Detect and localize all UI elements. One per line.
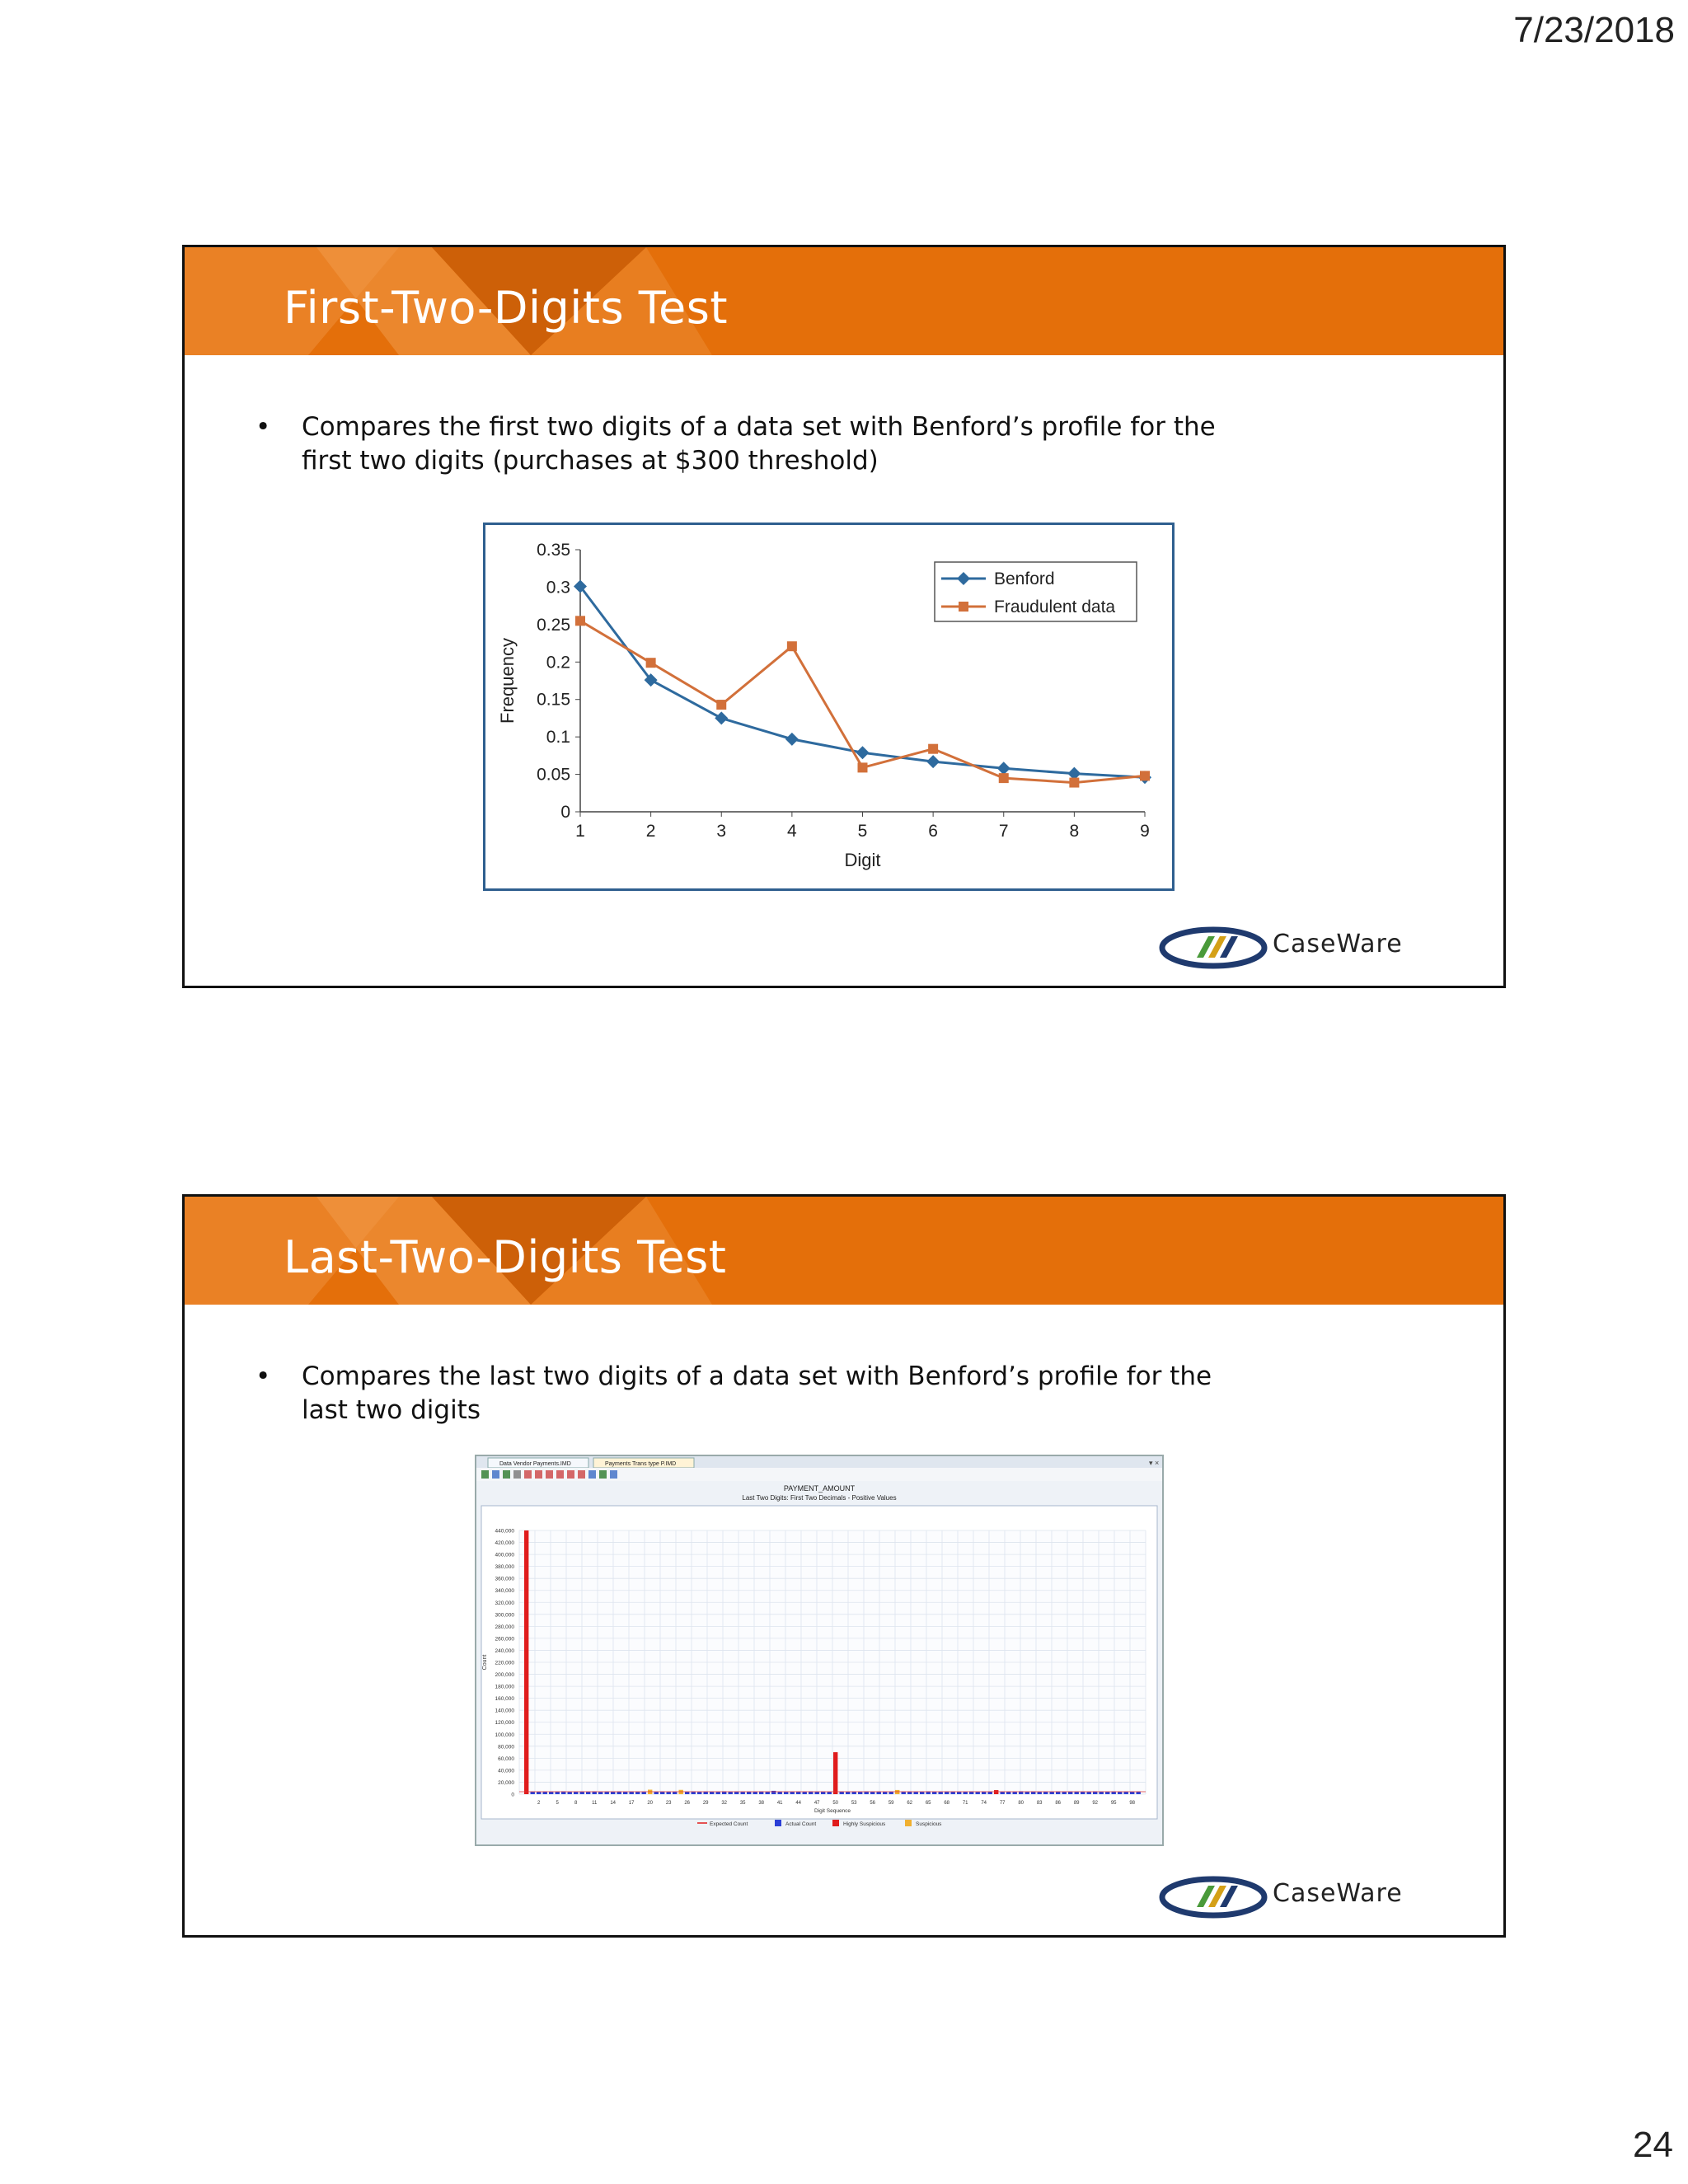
- x-tick-label: 44: [795, 1801, 802, 1806]
- bar-91: [1087, 1792, 1091, 1794]
- caseware-logo-mark: [1157, 918, 1273, 976]
- bar-00: [524, 1530, 528, 1794]
- y-tick-label: 180,000: [495, 1684, 514, 1690]
- bar-74: [982, 1792, 986, 1794]
- x-tick-label: 41: [776, 1801, 783, 1806]
- x-tick-label: 89: [1073, 1801, 1080, 1806]
- fraudulent-point: [646, 658, 656, 668]
- benford-point: [785, 733, 799, 746]
- bar-76: [994, 1790, 998, 1794]
- bar-81: [1025, 1792, 1029, 1794]
- fraudulent-point: [1069, 778, 1079, 788]
- x-tick-label: 2: [645, 822, 656, 841]
- x-tick-label: 35: [739, 1801, 746, 1806]
- x-tick-label: 95: [1110, 1801, 1117, 1806]
- bar-67: [939, 1792, 943, 1794]
- bar-04: [549, 1792, 553, 1794]
- x-tick-label: 23: [665, 1801, 672, 1806]
- bar-93: [1100, 1792, 1104, 1794]
- bar-30: [710, 1792, 714, 1794]
- bar-84: [1043, 1792, 1048, 1794]
- bar-64: [920, 1792, 924, 1794]
- bar-23: [667, 1792, 671, 1794]
- y-tick-label: 400,000: [495, 1552, 514, 1558]
- bar-53: [852, 1792, 856, 1794]
- y-tick-label: 440,000: [495, 1528, 514, 1535]
- bar-69: [951, 1792, 955, 1794]
- y-tick-label: 140,000: [495, 1708, 514, 1714]
- bar-10: [586, 1792, 590, 1794]
- bar-73: [976, 1792, 980, 1794]
- bar-85: [1050, 1792, 1054, 1794]
- legend-label: Actual Count: [785, 1821, 817, 1827]
- legend-label: Expected Count: [710, 1821, 748, 1827]
- y-tick-label: 120,000: [495, 1720, 514, 1727]
- x-tick-label: 5: [556, 1801, 559, 1806]
- toolbar-icon: [599, 1470, 607, 1479]
- bar-77: [1001, 1792, 1005, 1794]
- legend-marker: [959, 602, 968, 612]
- bar-19: [642, 1792, 646, 1794]
- slide-first-two-digits: [182, 245, 1506, 988]
- bar-41: [778, 1792, 782, 1794]
- fraudulent-point: [575, 616, 585, 626]
- chart-title: PAYMENT_AMOUNT: [783, 1484, 856, 1493]
- chart-subtitle: Last Two Digits: First Two Decimals - Positive Values: [742, 1494, 897, 1502]
- bar-87: [1062, 1792, 1067, 1794]
- x-tick-label: 2: [537, 1801, 541, 1806]
- legend-swatch: [905, 1820, 912, 1826]
- bar-39: [766, 1792, 770, 1794]
- y-tick-label: 0.3: [546, 578, 570, 598]
- toolbar-icon: [503, 1470, 510, 1479]
- slide-last-two-digits: [182, 1194, 1506, 1938]
- y-tick-label: 280,000: [495, 1624, 514, 1630]
- y-axis-title: Frequency: [497, 638, 518, 724]
- y-tick-label: 340,000: [495, 1588, 514, 1595]
- slide-title: First-Two-Digits Test: [284, 282, 729, 334]
- x-tick-label: 86: [1055, 1801, 1062, 1806]
- bar-07: [568, 1792, 572, 1794]
- bar-02: [537, 1792, 541, 1794]
- x-tick-label: 62: [907, 1801, 913, 1806]
- bar-35: [741, 1792, 745, 1794]
- bar-14: [611, 1792, 615, 1794]
- y-tick-label: 0.1: [546, 728, 570, 748]
- bar-59: [889, 1792, 893, 1794]
- toolbar-icon: [588, 1470, 596, 1479]
- y-tick-label: 320,000: [495, 1600, 514, 1606]
- legend-label: Benford: [994, 569, 1055, 588]
- x-tick-label: 68: [944, 1801, 950, 1806]
- x-tick-label: 1: [575, 822, 585, 841]
- benford-point: [926, 755, 940, 768]
- toolbar-icon: [535, 1470, 542, 1479]
- bar-96: [1118, 1792, 1122, 1794]
- x-tick-label: 26: [684, 1801, 691, 1806]
- bar-78: [1006, 1792, 1010, 1794]
- document-tab-label: Data Vendor Payments.IMD: [499, 1461, 571, 1467]
- bar-89: [1075, 1792, 1079, 1794]
- bar-83: [1038, 1792, 1042, 1794]
- bar-05: [556, 1792, 560, 1794]
- bar-66: [932, 1792, 936, 1794]
- title-banner: [185, 1197, 1503, 1305]
- benford-line-chart: [483, 523, 1175, 891]
- x-tick-label: 5: [857, 822, 868, 841]
- x-tick-label: 92: [1092, 1801, 1099, 1806]
- bar-37: [753, 1792, 757, 1794]
- x-tick-label: 56: [870, 1801, 876, 1806]
- line-chart-svg: [485, 525, 1172, 888]
- bullet-marker: •: [256, 1361, 271, 1391]
- legend-label: Fraudulent data: [994, 598, 1116, 616]
- y-tick-label: 240,000: [495, 1647, 514, 1654]
- x-tick-label: 77: [999, 1801, 1006, 1806]
- bar-26: [685, 1792, 689, 1794]
- y-tick-label: 0.35: [537, 541, 570, 560]
- y-tick-label: 360,000: [495, 1576, 514, 1582]
- x-tick-label: 80: [1018, 1801, 1025, 1806]
- bar-chart-svg: [476, 1456, 1162, 1844]
- y-tick-label: 200,000: [495, 1672, 514, 1679]
- toolbar-icon: [492, 1470, 499, 1479]
- x-axis-title: Digit: [844, 850, 881, 870]
- y-tick-label: 0: [511, 1792, 514, 1798]
- caseware-logo: [1157, 1868, 1429, 1925]
- bar-33: [729, 1792, 733, 1794]
- x-tick-label: 74: [981, 1801, 987, 1806]
- toolbar-icon: [524, 1470, 532, 1479]
- x-tick-label: 53: [851, 1801, 857, 1806]
- legend-swatch: [832, 1820, 839, 1826]
- y-tick-label: 0.2: [546, 653, 570, 673]
- bar-63: [914, 1792, 918, 1794]
- bar-18: [635, 1792, 640, 1794]
- bar-98: [1130, 1792, 1134, 1794]
- bar-42: [784, 1792, 788, 1794]
- bullet-text: Compares the first two digits of a data set with Benford’s profile for the first two digits (purchases at $300 threshold): [302, 412, 1216, 476]
- bullet-marker: •: [256, 412, 271, 442]
- y-tick-label: 260,000: [495, 1636, 514, 1643]
- y-tick-label: 100,000: [495, 1732, 514, 1738]
- toolbar-icon: [567, 1470, 574, 1479]
- bar-45: [803, 1792, 807, 1794]
- idea-app-screenshot: [475, 1455, 1164, 1846]
- bar-24: [673, 1792, 677, 1794]
- toolbar-icon: [578, 1470, 585, 1479]
- x-axis-title: Digit Sequence: [814, 1808, 851, 1814]
- x-tick-label: 50: [832, 1801, 839, 1806]
- title-banner: [185, 247, 1503, 355]
- y-tick-label: 0.25: [537, 615, 570, 635]
- bar-48: [821, 1792, 825, 1794]
- toolbar-icon: [556, 1470, 564, 1479]
- y-tick-label: 160,000: [495, 1696, 514, 1703]
- x-tick-label: 6: [928, 822, 938, 841]
- page-number: 24: [1633, 2125, 1673, 2165]
- y-tick-label: 0.05: [537, 765, 570, 785]
- toolbar-icon: [513, 1470, 521, 1479]
- x-tick-label: 7: [998, 822, 1009, 841]
- x-tick-label: 83: [1036, 1801, 1043, 1806]
- bar-40: [771, 1791, 776, 1794]
- x-tick-label: 32: [721, 1801, 728, 1806]
- slide-title: Last-Two-Digits Test: [284, 1231, 727, 1283]
- bar-47: [815, 1792, 819, 1794]
- bar-08: [574, 1792, 578, 1794]
- x-tick-label: 14: [610, 1801, 617, 1806]
- bar-50: [833, 1752, 837, 1794]
- fraudulent-point: [787, 641, 797, 651]
- x-tick-label: 47: [814, 1801, 820, 1806]
- bar-79: [1013, 1792, 1017, 1794]
- bar-70: [957, 1792, 961, 1794]
- bar-21: [654, 1792, 659, 1794]
- bar-43: [790, 1792, 795, 1794]
- x-tick-label: 38: [758, 1801, 765, 1806]
- fraudulent-point: [1140, 771, 1150, 780]
- fraudulent-point: [716, 700, 726, 710]
- bar-13: [605, 1792, 609, 1794]
- x-tick-label: 65: [925, 1801, 931, 1806]
- bar-01: [531, 1792, 535, 1794]
- bar-12: [598, 1792, 603, 1794]
- bar-31: [716, 1792, 720, 1794]
- legend-swatch: [775, 1820, 781, 1826]
- toolbar-icon: [546, 1470, 553, 1479]
- y-tick-label: 80,000: [498, 1744, 514, 1750]
- y-tick-label: 60,000: [498, 1755, 514, 1762]
- bar-28: [697, 1792, 701, 1794]
- y-tick-label: 0.15: [537, 690, 570, 710]
- caseware-logo: [1157, 918, 1429, 976]
- y-tick-label: 220,000: [495, 1660, 514, 1666]
- x-tick-label: 8: [1069, 822, 1080, 841]
- bar-52: [846, 1792, 850, 1794]
- y-tick-label: 420,000: [495, 1540, 514, 1547]
- y-tick-label: 40,000: [498, 1768, 514, 1774]
- y-tick-label: 20,000: [498, 1779, 514, 1786]
- bar-71: [964, 1792, 968, 1794]
- x-tick-label: 59: [888, 1801, 894, 1806]
- bar-58: [883, 1792, 887, 1794]
- y-tick-label: 0: [560, 803, 570, 822]
- bar-94: [1105, 1792, 1109, 1794]
- document-tab-label: Payments Trans type P.IMD: [605, 1461, 677, 1467]
- bar-97: [1124, 1792, 1128, 1794]
- toolbar-icon: [481, 1470, 489, 1479]
- bullet-text: Compares the last two digits of a data set with Benford’s profile for the last two digits: [302, 1361, 1212, 1425]
- benford-point: [715, 711, 728, 724]
- bar-25: [679, 1790, 683, 1794]
- legend-label: Highly Suspicious: [843, 1821, 886, 1827]
- x-tick-label: 9: [1140, 822, 1150, 841]
- bar-36: [747, 1792, 751, 1794]
- benford-point: [997, 762, 1010, 775]
- x-tick-label: 11: [592, 1801, 598, 1806]
- fraudulent-point: [858, 762, 868, 772]
- x-tick-label: 17: [628, 1801, 635, 1806]
- bar-60: [895, 1790, 899, 1794]
- bar-54: [858, 1792, 862, 1794]
- window-controls: ▾ ×: [1149, 1459, 1160, 1467]
- fraudulent-point: [928, 744, 938, 754]
- y-tick-label: 300,000: [495, 1612, 514, 1619]
- bar-49: [828, 1792, 832, 1794]
- caseware-logo-mark: [1157, 1868, 1273, 1925]
- y-tick-label: 380,000: [495, 1564, 514, 1571]
- bar-56: [870, 1792, 874, 1794]
- x-tick-label: 98: [1129, 1801, 1136, 1806]
- bar-61: [902, 1792, 906, 1794]
- fraudulent-point: [999, 773, 1009, 783]
- y-axis-title: Count: [482, 1654, 488, 1671]
- legend-label: Suspicious: [916, 1821, 942, 1827]
- x-tick-label: 3: [716, 822, 727, 841]
- x-tick-label: 20: [647, 1801, 654, 1806]
- bar-90: [1081, 1792, 1085, 1794]
- caseware-logo-text: CaseWare: [1273, 930, 1403, 958]
- x-tick-label: 29: [702, 1801, 709, 1806]
- bar-16: [623, 1792, 627, 1794]
- toolbar-icon: [610, 1470, 617, 1479]
- x-tick-label: 71: [962, 1801, 968, 1806]
- caseware-logo-text: CaseWare: [1273, 1879, 1403, 1908]
- page-date: 7/23/2018: [1513, 10, 1675, 50]
- x-tick-label: 4: [787, 822, 797, 841]
- x-tick-label: 8: [574, 1801, 578, 1806]
